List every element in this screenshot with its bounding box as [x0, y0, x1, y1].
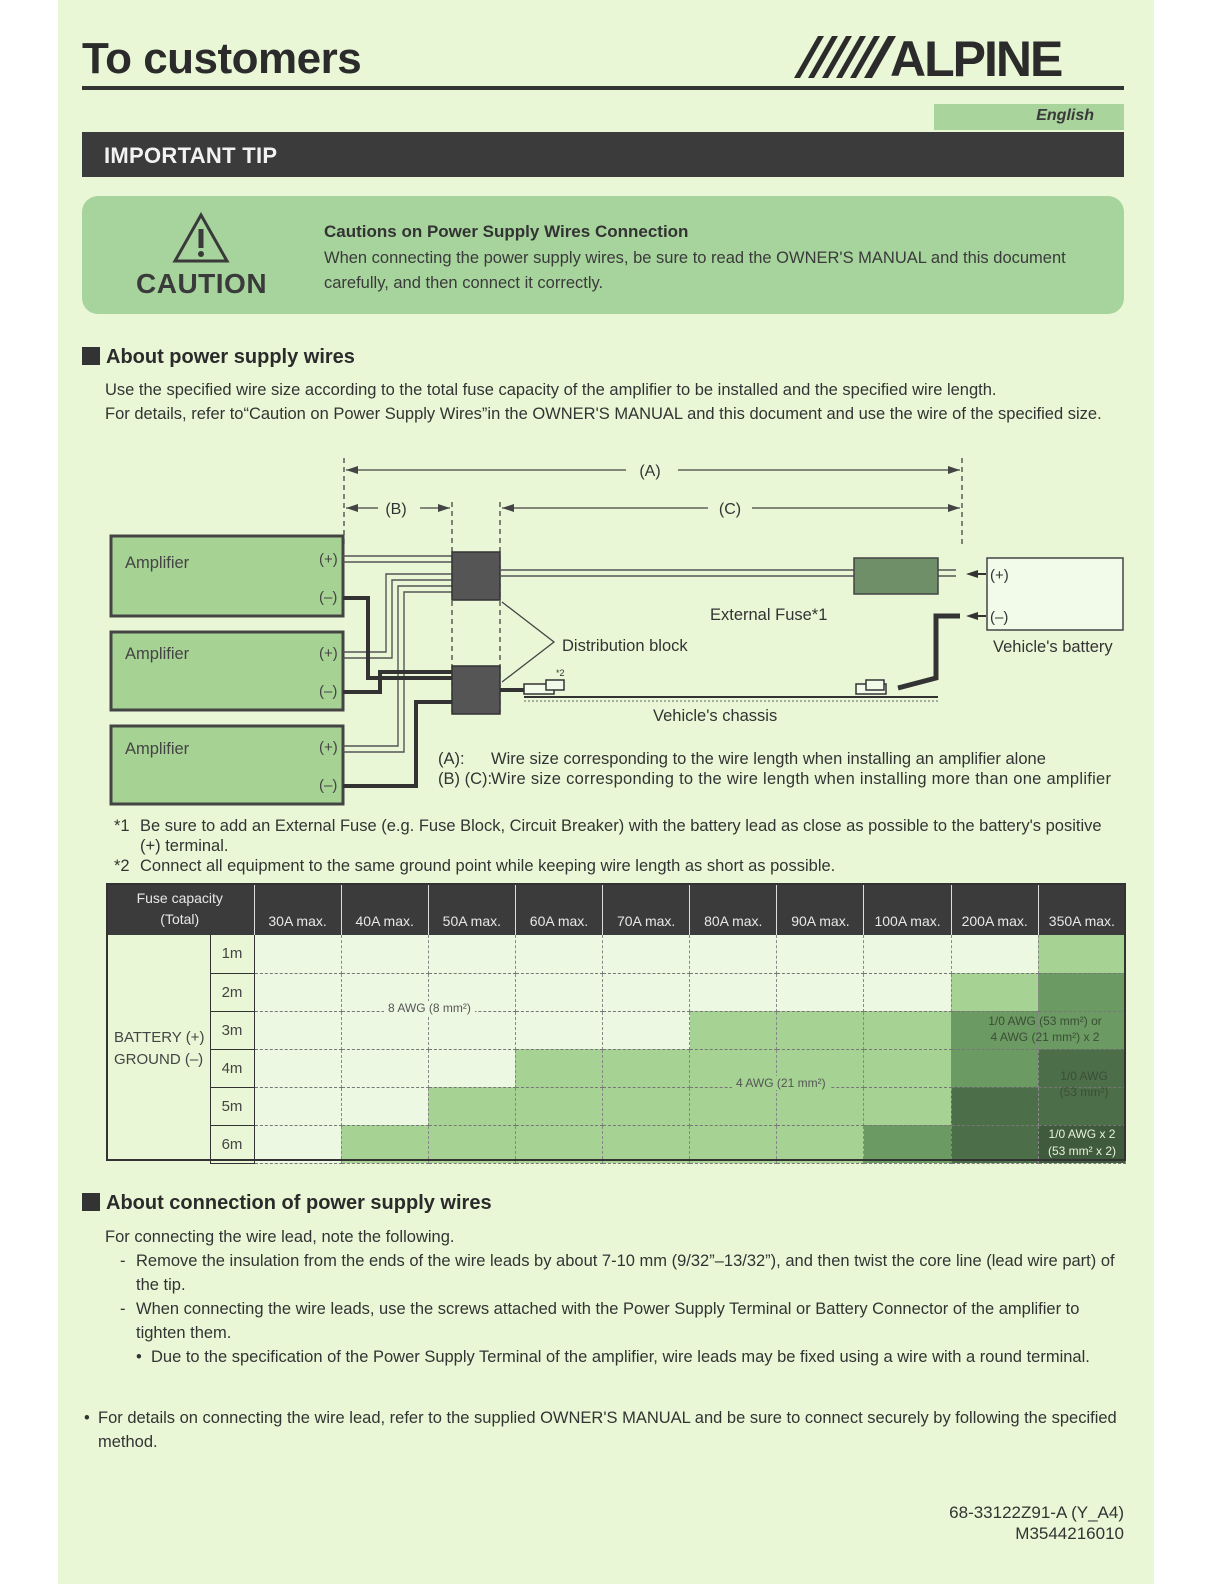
battery-plus-label: (+): [990, 567, 1009, 584]
wiring-diagram: [98, 452, 1128, 812]
brand-logo: [790, 28, 1130, 84]
wire-size-cell: [428, 935, 515, 973]
wire-size-cell: [951, 1125, 1038, 1163]
wire-size-cell: [777, 973, 864, 1011]
dash-marker: -: [120, 1252, 126, 1270]
wire-size-cell: [603, 1125, 690, 1163]
caution-box: [82, 196, 1124, 314]
column-header: 40A max.: [341, 883, 428, 935]
legend-bc-text: Wire size corresponding to the wire length when installing more than one amplifier: [491, 770, 1111, 788]
table-header-row: [106, 883, 1126, 935]
external-fuse-label: External Fuse*1: [710, 606, 828, 624]
column-header: 80A max.: [690, 883, 777, 935]
column-header: 70A max.: [603, 883, 690, 935]
legend-a-text: Wire size corresponding to the wire length when installing an amplifier alone: [491, 750, 1046, 768]
zone-8awg-label: 8 AWG (8 mm²): [384, 1001, 475, 1015]
note-1-text: Be sure to add an External Fuse (e.g. Fuse Block, Circuit Breaker) with the battery lead as close as possible to the battery's positive (+) terminal.: [140, 817, 1102, 855]
connection-item-1: Remove the insulation from the ends of the wire leads by about 7-10 mm (9/32”–13/32”), and then twist the core line (lead wire part) of the tip.: [136, 1252, 1115, 1294]
bullet-marker: •: [136, 1348, 142, 1366]
length-cell: 1m: [210, 935, 254, 973]
distribution-block-label: Distribution block: [562, 637, 688, 655]
wire-size-cell: [951, 935, 1038, 973]
vehicle-chassis-label: Vehicle's chassis: [653, 707, 778, 725]
warning-triangle-icon: [172, 212, 230, 264]
important-tip-bar: IMPORTANT TIP: [82, 132, 1124, 177]
wire-size-cell: [254, 935, 341, 973]
wire-size-cell: [690, 935, 777, 973]
section-power-wires-heading: [82, 346, 355, 369]
wire-size-cell: [515, 973, 602, 1011]
wire-size-cell: [690, 1125, 777, 1163]
caution-label: CAUTION: [136, 268, 268, 299]
wire-size-cell: [864, 973, 951, 1011]
column-header: 90A max.: [777, 883, 864, 935]
zone-line: (53 mm²): [1059, 1085, 1109, 1099]
zone-line: 4 AWG (21 mm²) x 2: [990, 1030, 1100, 1044]
caution-text: When connecting the power supply wires, be sure to read the OWNER'S MANUAL and this document carefully, and then connect it correctly.: [324, 249, 1066, 292]
wire-size-cell: [777, 1011, 864, 1049]
wire-size-cell: [428, 1087, 515, 1125]
wire-size-cell: [777, 1087, 864, 1125]
wire-size-cell: [515, 1049, 602, 1087]
dimension-b-label: (B): [385, 501, 407, 518]
column-header: 100A max.: [864, 883, 951, 935]
zone-10awg-label: [1044, 1068, 1124, 1100]
wire-size-cell: [864, 935, 951, 973]
distribution-block-minus: [452, 666, 500, 714]
footer-code-line: M3544216010: [1015, 1524, 1124, 1543]
wire-size-cell: [690, 973, 777, 1011]
footer-code-line: 68-33122Z91-A (Y_A4): [949, 1503, 1124, 1522]
amplifier-label: Amplifier: [125, 554, 190, 572]
connection-item-2: When connecting the wire leads, use the screws attached with the Power Supply Terminal or Battery Connector of the amplifier to tighten them.: [136, 1300, 1080, 1342]
wire-size-cell: [515, 1011, 602, 1049]
header-rule: [82, 86, 1124, 90]
wire-size-cell: [515, 1087, 602, 1125]
wire-size-cell: [951, 1087, 1038, 1125]
fuse-capacity-header: [106, 883, 254, 935]
note-2-marker: *2: [556, 668, 565, 678]
column-header: 200A max.: [951, 883, 1038, 935]
wire-size-cell: [864, 1087, 951, 1125]
wire-size-cell: [254, 1125, 341, 1163]
wire-size-cell: [428, 1011, 515, 1049]
plus-terminal-label: (+): [319, 739, 338, 756]
wire-size-cell: [341, 1087, 428, 1125]
wire-size-cell: [341, 935, 428, 973]
document-page: [58, 0, 1154, 1584]
wire-size-cell: [254, 1087, 341, 1125]
column-header: 350A max.: [1038, 883, 1125, 935]
wire-size-cell: [515, 935, 602, 973]
language-tag: English: [934, 104, 1124, 130]
wire-size-cell: [341, 1049, 428, 1087]
column-header: 30A max.: [254, 883, 341, 935]
page-title: To customers: [82, 34, 362, 83]
section-square-icon: [82, 1193, 100, 1211]
bullet-marker: •: [84, 1409, 90, 1427]
length-cell: 3m: [210, 1011, 254, 1049]
body-line: Use the specified wire size according to the total fuse capacity of the amplifier to be installed and the specified wire length.: [105, 381, 997, 399]
row-label-line: GROUND (–): [114, 1051, 204, 1068]
wire-size-cell: [864, 1011, 951, 1049]
table-row: [106, 935, 1126, 973]
wire-size-cell: [864, 1125, 951, 1163]
wire-size-cell: [690, 1011, 777, 1049]
wire-size-cell: [341, 1125, 428, 1163]
amplifier-3: [111, 726, 343, 804]
header-line: (Total): [160, 911, 200, 927]
section-title: About connection of power supply wires: [106, 1192, 492, 1214]
wire-size-cell: [428, 1125, 515, 1163]
wire-size-cell: [603, 1049, 690, 1087]
wire-size-cell: [515, 1125, 602, 1163]
zone-line: 1/0 AWG x 2: [1048, 1127, 1116, 1141]
length-cell: 6m: [210, 1125, 254, 1163]
plus-terminal-label: (+): [319, 645, 338, 662]
note-1-mark: *1: [114, 817, 130, 835]
wire-size-cell: [690, 1087, 777, 1125]
wire-size-cell: [254, 1011, 341, 1049]
distribution-block-plus: [452, 552, 500, 600]
plus-terminal-label: (+): [319, 551, 338, 568]
section-connection-heading: [82, 1192, 492, 1215]
wire-size-cell: [603, 1011, 690, 1049]
wire-size-table: [106, 883, 1126, 1164]
section-title: About power supply wires: [106, 346, 355, 368]
wire-size-cell: [951, 1049, 1038, 1087]
dimension-a-label: (A): [639, 463, 661, 480]
zone-line: (53 mm² x 2): [1047, 1144, 1116, 1158]
connection-final-note: For details on connecting the wire lead, refer to the supplied OWNER'S MANUAL and be sure to connect securely by following the specified method.: [98, 1409, 1117, 1451]
wire-size-cell: [603, 935, 690, 973]
section-power-wires-body: [105, 378, 1125, 426]
wire-size-cell: [1038, 973, 1125, 1011]
wire-size-cell: [254, 1049, 341, 1087]
length-cell: 5m: [210, 1087, 254, 1125]
zone-line: 1/0 AWG: [1060, 1069, 1108, 1083]
zone-4awg-label: 4 AWG (21 mm²): [732, 1076, 830, 1090]
row-label-line: BATTERY (+): [114, 1029, 205, 1046]
wire-size-cell: [341, 1011, 428, 1049]
connection-intro: For connecting the wire lead, note the following.: [105, 1228, 455, 1246]
table-row: [106, 973, 1126, 1011]
legend-bc-key: (B) (C):: [438, 770, 493, 788]
table-row: [106, 1087, 1126, 1125]
note-2-mark: *2: [114, 857, 130, 875]
column-header: 50A max.: [428, 883, 515, 935]
minus-terminal-label: (–): [319, 589, 338, 606]
column-header: 60A max.: [515, 883, 602, 935]
amplifier-label: Amplifier: [125, 740, 190, 758]
table-row: [106, 1011, 1126, 1049]
wire-size-cell: [864, 1049, 951, 1087]
wire-size-cell: [777, 1125, 864, 1163]
wire-size-cell: [1038, 935, 1125, 973]
minus-terminal-label: (–): [319, 683, 338, 700]
battery-minus-label: (–): [990, 609, 1009, 626]
minus-terminal-label: (–): [319, 777, 338, 794]
zone-line: 1/0 AWG (53 mm²) or: [988, 1014, 1102, 1028]
length-cell: 4m: [210, 1049, 254, 1087]
wire-size-cell: [951, 973, 1038, 1011]
dimension-c-label: (C): [718, 501, 742, 518]
brand-logo-text: ALPINE: [890, 31, 1062, 84]
row-group-label: [106, 935, 210, 1163]
zone-10awg-or-label: [980, 1013, 1110, 1045]
wire-size-cell: [603, 1087, 690, 1125]
length-cell: 2m: [210, 973, 254, 1011]
connection-sub-item: Due to the specification of the Power Supply Terminal of the amplifier, wire leads may be fixed using a wire with a round terminal.: [151, 1348, 1090, 1366]
body-line: For details, refer to“Caution on Power Supply Wires”in the OWNER'S MANUAL and this document and use the wire of the specified size.: [105, 405, 1102, 423]
legend-a-key: (A):: [438, 750, 465, 768]
vehicle-battery-label: Vehicle's battery: [993, 638, 1113, 656]
amplifier-2: [111, 632, 343, 710]
note-2-text: Connect all equipment to the same ground point while keeping wire length as short as possible.: [140, 857, 836, 875]
document-code: [949, 1502, 1124, 1544]
header-line: Fuse capacity: [136, 890, 223, 906]
section-square-icon: [82, 347, 100, 365]
table-row: [106, 1049, 1126, 1087]
wire-size-cell: [777, 935, 864, 973]
caution-heading: Cautions on Power Supply Wires Connection: [324, 222, 689, 241]
amplifier-1: [111, 536, 343, 616]
dash-marker: -: [120, 1300, 126, 1318]
table-row: [106, 1125, 1126, 1163]
wire-size-cell: [254, 973, 341, 1011]
wire-size-cell: [603, 973, 690, 1011]
external-fuse: [854, 558, 938, 594]
wire-size-cell: [428, 1049, 515, 1087]
amplifier-label: Amplifier: [125, 645, 190, 663]
zone-10awg-x2-label: [1040, 1126, 1124, 1160]
